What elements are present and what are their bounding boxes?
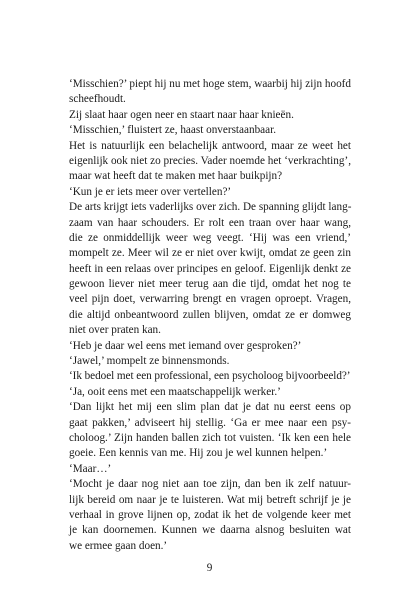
- text-line: ‘Misschien,’ fluistert ze, haast onverstaanbaar.: [69, 124, 276, 137]
- text-line: Het is natuurlijk een belachelijk antwoord, maar ze weet het: [69, 139, 351, 152]
- text-line: verhaal in grove lijnen op, zodat ik het de volgende keer met: [69, 508, 351, 521]
- text-line: goeie. Een kennis van me. Hij zou je wel kunnen helpen.’: [69, 447, 328, 460]
- text-line: niet over praten kan.: [69, 324, 161, 337]
- text-line: eigenlijk ook niet zo precies. Vader noemde het ‘verkrachting’,: [69, 154, 351, 167]
- text-line: ‘Ik bedoel met een professional, een psycholoog bijvoorbeeld?’: [69, 370, 351, 383]
- text-line: Zij slaat haar ogen neer en staart naar haar knieën.: [69, 108, 294, 121]
- text-line: zaam van haar schouders. Er rolt een traan over haar wang,: [69, 216, 351, 229]
- text-line: ‘Heb je daar wel eens met iemand over gesproken?’: [69, 339, 302, 352]
- page-number: 9: [206, 562, 213, 574]
- text-line: gewoon liever niet meer terug aan die tijd, omdat het nog te: [69, 278, 351, 291]
- text-line: maar wat heeft dat te maken met haar buikpijn?: [69, 170, 283, 183]
- text-line: ‘Misschien?’ piept hij nu met hoge stem, waarbij hij zijn hoofd: [69, 78, 351, 90]
- text-line: ‘Ja, ooit eens met een maatschappelijk werker.’: [69, 385, 281, 398]
- text-line: die ze onmiddellijk weer weg veegt. ‘Hij was een vriend,’: [69, 231, 351, 244]
- text-line: De arts krijgt iets vaderlijks over zich. De spanning glijdt lang-: [69, 201, 352, 214]
- text-line: veel pijn doet, verwarring brengt en vragen oproept. Vragen,: [69, 293, 351, 306]
- text-line: je kan doornemen. Kunnen we daarna alsnog besluiten wat: [69, 524, 351, 537]
- text-line: choloog.’ Zijn handen ballen zich tot vuisten. ‘Ik ken een hele: [69, 431, 351, 444]
- text-line: die altijd onbeantwoord zullen blijven, omdat ze er domweg: [69, 308, 351, 321]
- text-line: ‘Jawel,’ mompelt ze binnensmonds.: [69, 355, 230, 368]
- text-line: ‘Kun je er iets meer over vertellen?’: [69, 185, 232, 198]
- text-line: ‘Maar…’: [69, 462, 112, 475]
- text-line: we ermee gaan doen.’: [69, 539, 168, 552]
- text-line: mompelt ze. Meer wil ze er niet over kwijt, omdat ze geen zin: [69, 247, 351, 260]
- text-line: scheefhoudt.: [69, 93, 126, 106]
- text-line: ‘Dan lijkt het mij een slim plan dat je dat nu eerst eens op: [69, 401, 351, 414]
- text-line: heeft in een relaas over principes en geloof. Eigenlijk denkt ze: [69, 262, 351, 275]
- body-text: [69, 77, 351, 554]
- text-line: gaat pakken,’ adviseert hij stellig. ‘Ga er mee naar een psy-: [69, 416, 351, 429]
- text-line: lijk bereid om naar je te luisteren. Wat mij betreft schrijf je je: [69, 493, 351, 506]
- text-line: ‘Mocht je daar nog niet aan toe zijn, dan ben ik zelf natuur-: [69, 478, 351, 491]
